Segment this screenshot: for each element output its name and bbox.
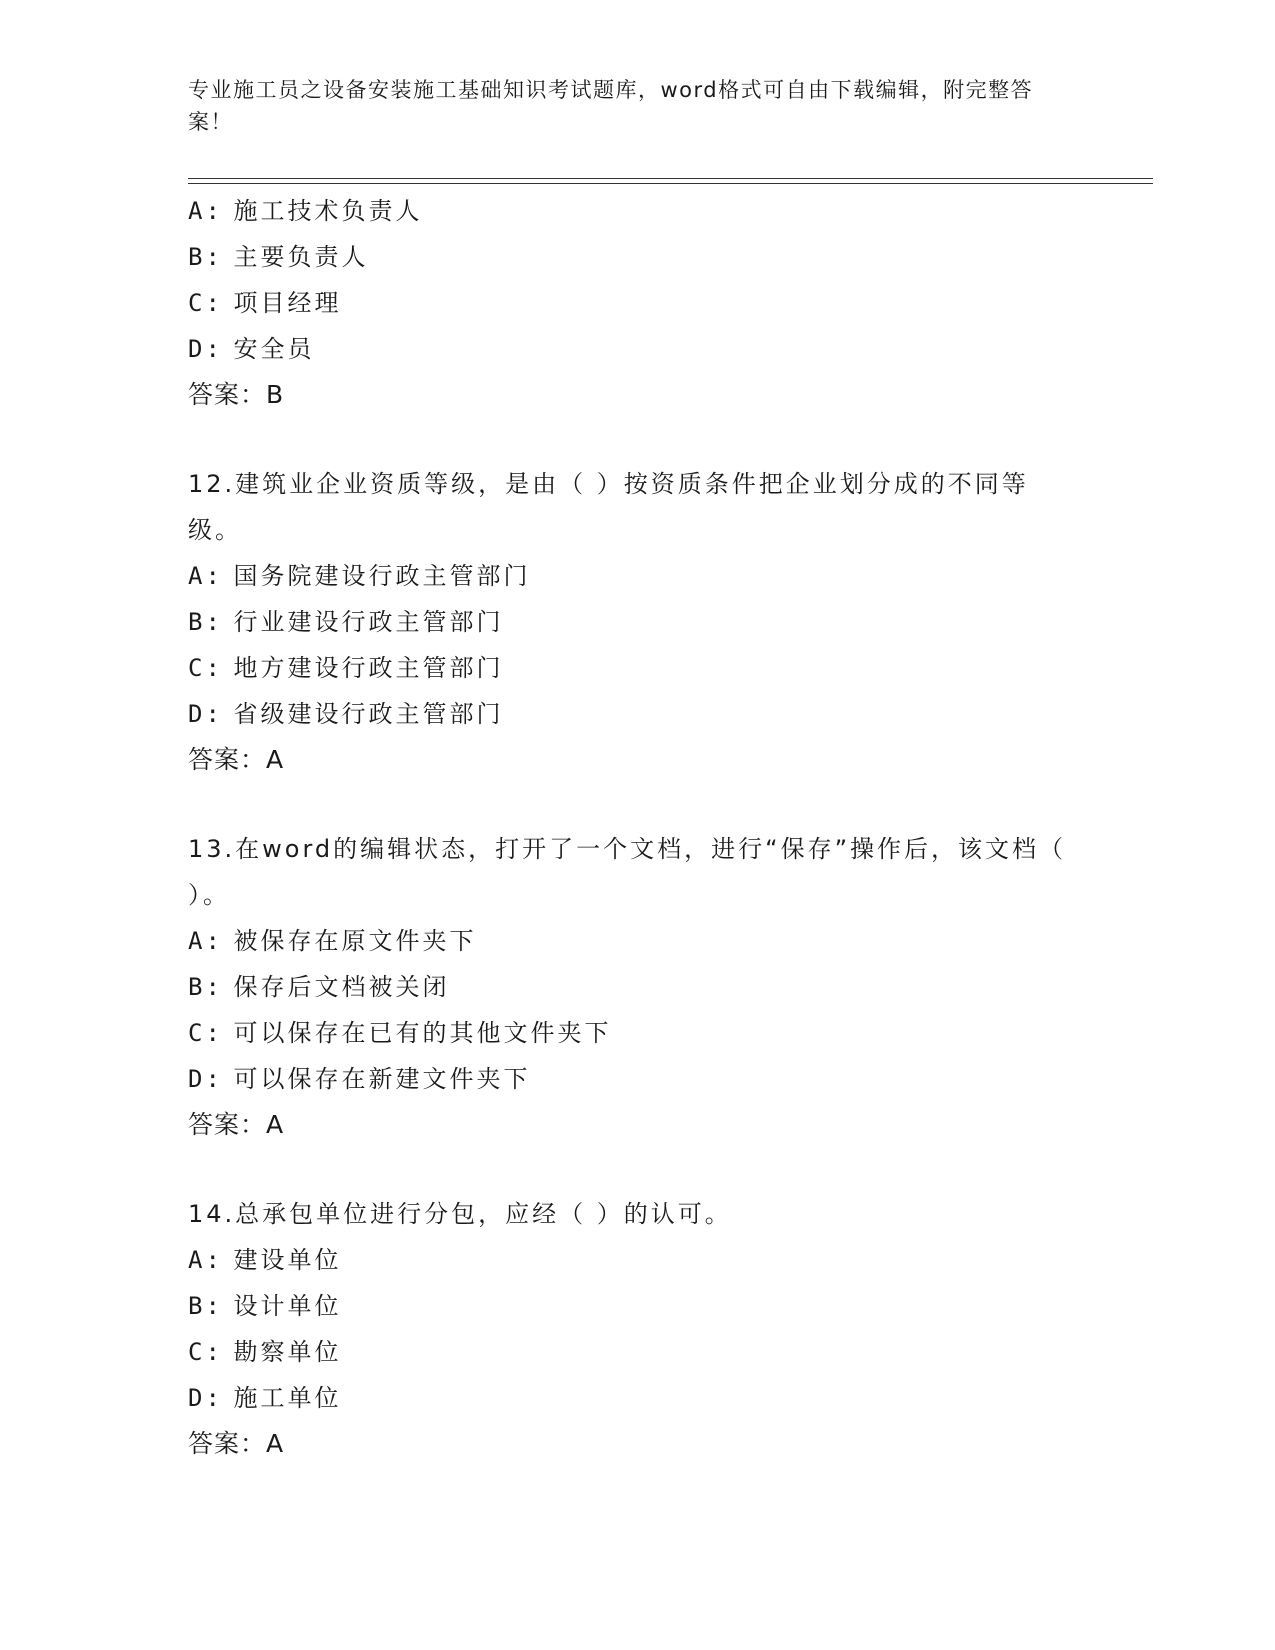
- option-b: B: 主要负责人: [188, 243, 369, 271]
- option-d: D: 可以保存在新建文件夹下: [188, 1065, 531, 1093]
- option-d: D: 安全员: [188, 335, 315, 363]
- option-a: A: 施工技术负责人: [188, 197, 423, 225]
- answer: 答案：B: [188, 380, 285, 409]
- question-list: [188, 188, 1078, 1467]
- answer: 答案：A: [188, 1429, 285, 1458]
- option-c: C: 项目经理: [188, 289, 342, 317]
- answer: 答案：A: [188, 1110, 285, 1139]
- option-c: C: 勘察单位: [188, 1338, 342, 1366]
- question-13: [188, 826, 1078, 1148]
- option-b: B: 设计单位: [188, 1292, 342, 1320]
- option-a: A: 建设单位: [188, 1246, 342, 1274]
- header-divider-top: [188, 178, 1153, 179]
- question-stem: 13.在word的编辑状态，打开了一个文档，进行“保存”操作后，该文档（ ）。: [188, 835, 1067, 909]
- option-a: A: 国务院建设行政主管部门: [188, 562, 531, 590]
- option-d: D: 省级建设行政主管部门: [188, 700, 504, 728]
- question-stem: 14.总承包单位进行分包，应经（ ）的认可。: [188, 1200, 732, 1228]
- option-b: B: 行业建设行政主管部门: [188, 608, 504, 636]
- document-header: 专业施工员之设备安装施工基础知识考试题库，word格式可自由下载编辑，附完整答案！: [188, 78, 1034, 134]
- option-c: C: 地方建设行政主管部门: [188, 654, 504, 682]
- question-14: [188, 1191, 1078, 1467]
- question-12: [188, 461, 1078, 783]
- option-b: B: 保存后文档被关闭: [188, 973, 450, 1001]
- header-divider-bottom: [188, 183, 1153, 184]
- question-11-continued: [188, 188, 1078, 418]
- answer: 答案：A: [188, 745, 285, 774]
- option-a: A: 被保存在原文件夹下: [188, 927, 477, 955]
- question-stem: 12.建筑业企业资质等级，是由（ ）按资质条件把企业划分成的不同等级。: [188, 470, 1029, 544]
- option-d: D: 施工单位: [188, 1384, 342, 1412]
- option-c: C: 可以保存在已有的其他文件夹下: [188, 1019, 612, 1047]
